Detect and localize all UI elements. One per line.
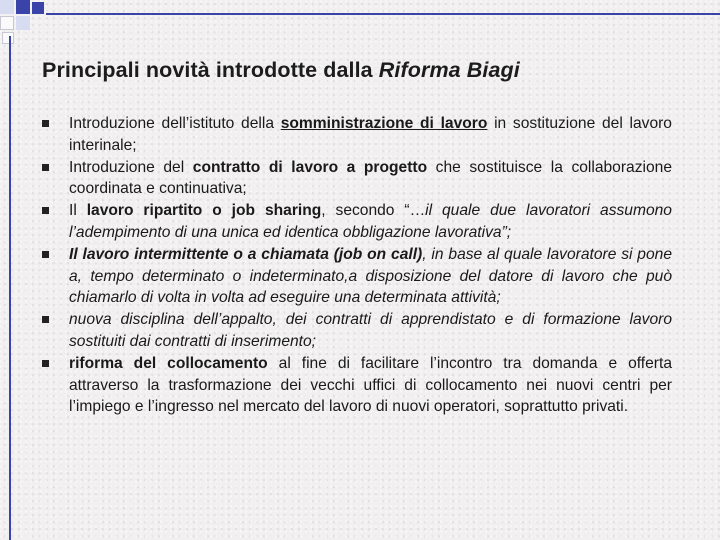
bullet-text-part: al fine di facilitare l’incontro tra domanda e offerta attraverso la trasformazione dei vecchi uffici di collocamento nei nuovi centri per l’impiego e l’ingresso nel mercato del lavoro di nuovi operatori, soprattutto privati.	[69, 354, 672, 416]
square-bullet-icon	[42, 360, 49, 367]
decor-square	[2, 32, 14, 44]
square-bullet-icon	[42, 120, 49, 127]
bullet-text-part: , secondo “…	[321, 202, 426, 220]
list-item	[40, 309, 672, 353]
bullet-text-part: Il	[69, 202, 87, 220]
decor-square	[0, 16, 14, 30]
slide-title	[42, 58, 520, 83]
bullet-list	[40, 113, 672, 418]
bullet-text	[69, 244, 672, 309]
decor-left-line	[9, 36, 11, 540]
bullet-text-part: in sostituzione del lavoro interinale;	[69, 115, 672, 154]
bullet-text-part: Introduzione del	[69, 158, 193, 176]
bullet-text-emphasis: somministrazione di lavoro	[280, 115, 488, 132]
list-item	[40, 113, 672, 157]
bullet-text-emphasis: contratto di lavoro a progetto	[192, 158, 428, 176]
decor-square	[32, 2, 44, 14]
bullet-text	[69, 113, 672, 157]
title-main: Principali novità introdotte dalla	[42, 58, 379, 82]
bullet-text-emphasis: Il lavoro intermittente o a chiamata (job on call)	[69, 245, 423, 263]
decor-square	[0, 0, 14, 14]
title-italic: Riforma Biagi	[378, 58, 520, 82]
bullet-text-emphasis: lavoro ripartito o job sharing	[86, 202, 322, 220]
bullet-text-part: Introduzione dell’istituto della	[69, 115, 281, 132]
bullet-text	[69, 353, 672, 418]
list-item	[40, 157, 672, 201]
square-bullet-icon	[42, 316, 49, 323]
decor-top-line	[46, 13, 720, 15]
square-bullet-icon	[42, 164, 49, 171]
list-item	[40, 200, 672, 244]
bullet-text	[69, 309, 672, 353]
bullet-text-part: nuova disciplina dell’appalto, dei contratti di apprendistato e di formazione lavoro sostituiti dai contratti di inserimento;	[69, 311, 672, 350]
decor-square	[16, 16, 30, 30]
list-item	[40, 353, 672, 418]
list-item	[40, 244, 672, 309]
bullet-text-italic: il quale due lavoratori assumono l’adempimento di una unica ed identica obbligazione lavorativa”;	[69, 202, 672, 241]
square-bullet-icon	[42, 251, 49, 258]
bullet-text-emphasis: riforma del collocamento	[69, 354, 268, 372]
bullet-text	[69, 157, 672, 201]
bullet-text-part: , in base al quale lavoratore si pone a, tempo determinato o indeterminato,a disposizione del datore di lavoro che può chiamarlo di volta in volta ad eseguire una determinata attività;	[69, 245, 672, 307]
decor-square	[16, 0, 30, 14]
square-bullet-icon	[42, 207, 49, 214]
bullet-text-part: che sostituisce la collaborazione coordinata e continuativa;	[69, 158, 672, 198]
bullet-text	[69, 200, 672, 244]
